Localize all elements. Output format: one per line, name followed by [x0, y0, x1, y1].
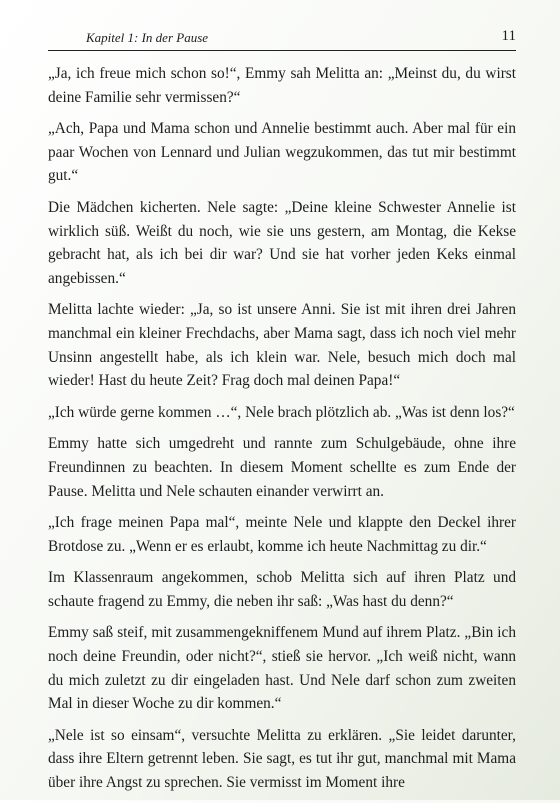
running-header — [48, 28, 516, 51]
paragraph: Melitta lachte wieder: „Ja, so ist unsere Anni. Sie ist mit ihren drei Jahren manchmal ein kleiner Frechdachs, aber Mama sagt, dass ich noch viel mehr Unsinn angestellt habe, als ich klein war. Nele, besuch mich doch mal wieder! Hast du heute Zeit? Frag doch mal deinen Papa!“ — [48, 301, 516, 390]
paragraph: „Nele ist so einsam“, versuchte Melitta zu erklären. „Sie leidet darunter, dass ihre Eltern getrennt leben. Sie sagt, es tut ihr gut, manchmal mit Mama über ihre Angst zu sprechen. Sie vermisst im Moment ihre — [48, 726, 516, 792]
paragraph: „Ich frage meinen Papa mal“, meinte Nele und klappte den Deckel ihrer Brotdose zu. „Wenn er es erlaubt, komme ich heute Nachmittag zu dir.“ — [48, 514, 516, 555]
chapter-title: Kapitel 1: In der Pause — [86, 30, 209, 45]
paragraph: Emmy saß steif, mit zusammengekniffenem Mund auf ihrem Platz. „Bin ich noch deine Freundin, oder nicht?“, stieß sie hervor. „Ich weiß nicht, wann du mich zuletzt zu dir eingeladen hast. Und Nele darf schon zum zweiten Mal in dieser Woche zu dir kommen.“ — [48, 624, 516, 713]
paragraph: „Ja, ich freue mich schon so!“, Emmy sah Melitta an: „Meinst du, du wirst deine Familie sehr vermissen?“ — [48, 65, 516, 106]
paragraph: Die Mädchen kicherten. Nele sagte: „Deine kleine Schwester Annelie ist wirklich süß. Weißt du noch, wie sie uns gestern, am Montag, die Kekse gebracht hat, als ich bei dir war? Und sie hat vorher jeden Keks einmal angebissen.“ — [48, 198, 516, 287]
page-body — [48, 62, 516, 803]
paragraph: „Ich würde gerne kommen …“, Nele brach plötzlich ab. „Was ist denn los?“ — [48, 403, 515, 421]
paragraph: „Ach, Papa und Mama schon und Annelie bestimmt auch. Aber mal für ein paar Wochen von Lennard und Julian wegzukommen, das tut mir bestimmt gut.“ — [48, 120, 516, 185]
paragraph: Im Klassenraum angekommen, schob Melitta sich auf ihren Platz und schaute fragend zu Emmy, die neben ihr saß: „Was hast du denn?“ — [48, 569, 516, 610]
paragraph: Emmy hatte sich umgedreht und rannte zum Schulgebäude, ohne ihre Freundinnen zu beachten. In diesem Moment schellte es zum Ende der Pause. Melitta und Nele schauten einander verwirrt an. — [48, 435, 516, 500]
page-number: 11 — [501, 28, 516, 44]
